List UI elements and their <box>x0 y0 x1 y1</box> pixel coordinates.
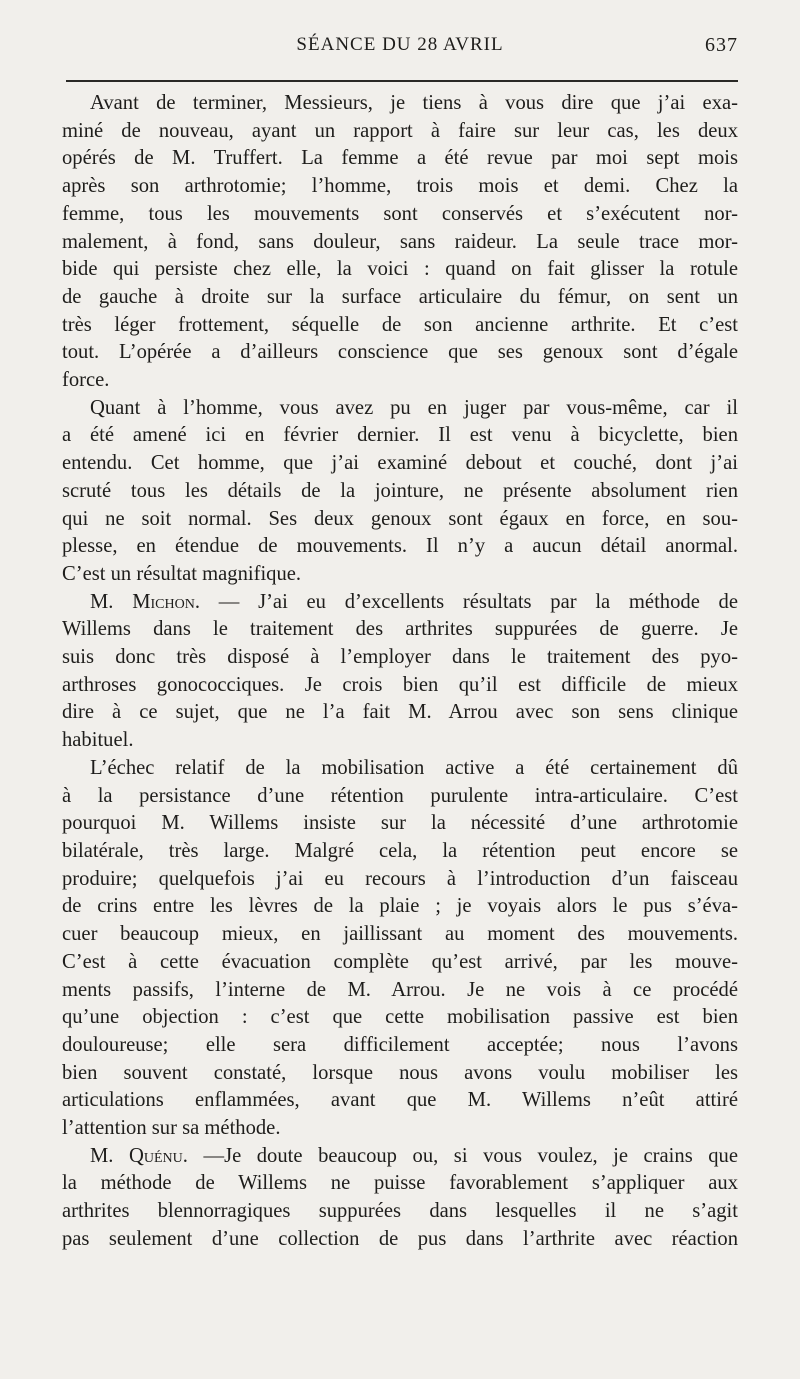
text-line: produire; quelquefois j’ai eu recours à l’introduction d’un faisceau <box>62 867 738 890</box>
text-line <box>62 589 738 617</box>
paragraph-quenu <box>62 1143 738 1254</box>
text-line: bien souvent constaté, lorsque nous avons voulu mobiliser les <box>62 1061 738 1084</box>
text-line: Avant de terminer, Messieurs, je tiens à vous dire que j’ai exa- <box>90 92 738 114</box>
text-line: de crins entre les lèvres de la plaie ; je voyais alors le pus s’éva- <box>62 895 738 918</box>
text-line: opérés de M. Truffert. La femme a été revue par moi sept mois <box>62 147 738 170</box>
text-line: la méthode de Willems ne puisse favorablement s’appliquer aux <box>62 1172 738 1195</box>
text-line: articulations enflammées, avant que M. Willems n’eût attiré <box>62 1089 738 1112</box>
speaker-text: —Je doute beaucoup ou, si vous voulez, je crains que <box>187 1144 738 1167</box>
paragraph-michon <box>62 589 738 755</box>
text-line: suis donc très disposé à l’employer dans le traitement des pyo- <box>62 646 738 669</box>
text-line: bide qui persiste chez elle, la voici : quand on fait glisser la rotule <box>62 258 738 281</box>
text-line: bilatérale, très large. Malgré cela, la rétention peut encore se <box>62 839 738 862</box>
text-line: qu’une objection : c’est que cette mobilisation passive est bien <box>62 1006 738 1029</box>
text-line: habituel. <box>62 729 134 752</box>
text-line: ments passifs, l’interne de M. Arrou. Je ne vois à ce procédé <box>62 978 738 1001</box>
text-line: L’échec relatif de la mobilisation active a été certainement dû <box>90 756 738 779</box>
text-line: très léger frottement, séquelle de son ancienne arthrite. Et c’est <box>62 313 738 336</box>
text-line: après son arthrotomie; l’homme, trois mois et demi. Chez la <box>62 175 738 198</box>
text-line: pourquoi M. Willems insiste sur la nécessité d’une arthrotomie <box>62 812 738 835</box>
text-line: pas seulement d’une collection de pus dans l’arthrite avec réaction <box>62 1227 738 1250</box>
text-line: C’est à cette évacuation complète qu’est arrivé, par les mouve- <box>62 950 738 973</box>
text-line: arthroses gonococciques. Je crois bien qu’il est difficile de mieux <box>62 673 738 696</box>
text-line <box>62 1143 738 1171</box>
text-line: arthrites blennorragiques suppurées dans lesquelles il ne s’agit <box>62 1200 738 1223</box>
text-line: force. <box>62 369 110 392</box>
running-head <box>62 34 738 64</box>
text-line: Quant à l’homme, vous avez pu en juger par vous-même, car il <box>90 396 738 419</box>
text-line: qui ne soit normal. Ses deux genoux sont égaux en force, en sou- <box>62 507 738 530</box>
header-rule <box>66 80 738 82</box>
text-line: tout. L’opérée a d’ailleurs conscience que ses genoux sont d’égale <box>62 341 738 364</box>
text-line: de gauche à droite sur la surface articulaire du fémur, on sent un <box>62 285 738 308</box>
text-line: plesse, en étendue de mouvements. Il n’y a aucun détail anormal. <box>62 535 738 558</box>
text-line: entendu. Cet homme, que j’ai examiné debout et couché, dont j’ai <box>62 452 738 475</box>
body-text <box>62 90 738 1254</box>
page-number: 637 <box>705 34 738 56</box>
text-line: C’est un résultat magnifique. <box>62 562 302 585</box>
running-head-title: SÉANCE DU 28 AVRIL <box>296 34 504 55</box>
speaker-text: — J’ai eu d’excellents résultats par la méthode de <box>200 590 738 613</box>
paragraph <box>62 755 738 1143</box>
speaker-name: M. Michon. <box>90 590 200 613</box>
text-line: miné de nouveau, ayant un rapport à faire sur leur cas, les deux <box>62 119 738 142</box>
text-line: l’attention sur sa méthode. <box>62 1117 281 1140</box>
paragraph <box>62 395 738 589</box>
text-line: malement, à fond, sans douleur, sans raideur. La seule trace mor- <box>62 230 738 253</box>
text-line: femme, tous les mouvements sont conservés et s’exécutent nor- <box>62 202 738 225</box>
text-line: Willems dans le traitement des arthrites suppurées de guerre. Je <box>62 618 738 641</box>
text-line: dire à ce sujet, que ne l’a fait M. Arrou avec son sens clinique <box>62 701 738 724</box>
text-line: cuer beaucoup mieux, en jaillissant au moment des mouvements. <box>62 923 738 946</box>
paragraph <box>62 90 738 395</box>
text-line: douloureuse; elle sera difficilement acceptée; nous l’avons <box>62 1033 738 1056</box>
text-line: à la persistance d’une rétention purulente intra-articulaire. C’est <box>62 784 738 807</box>
speaker-name: M. Quénu. <box>90 1144 188 1167</box>
text-line: scruté tous les détails de la jointure, ne présente absolument rien <box>62 479 738 502</box>
text-line: a été amené ici en février dernier. Il est venu à bicyclette, bien <box>62 424 738 447</box>
